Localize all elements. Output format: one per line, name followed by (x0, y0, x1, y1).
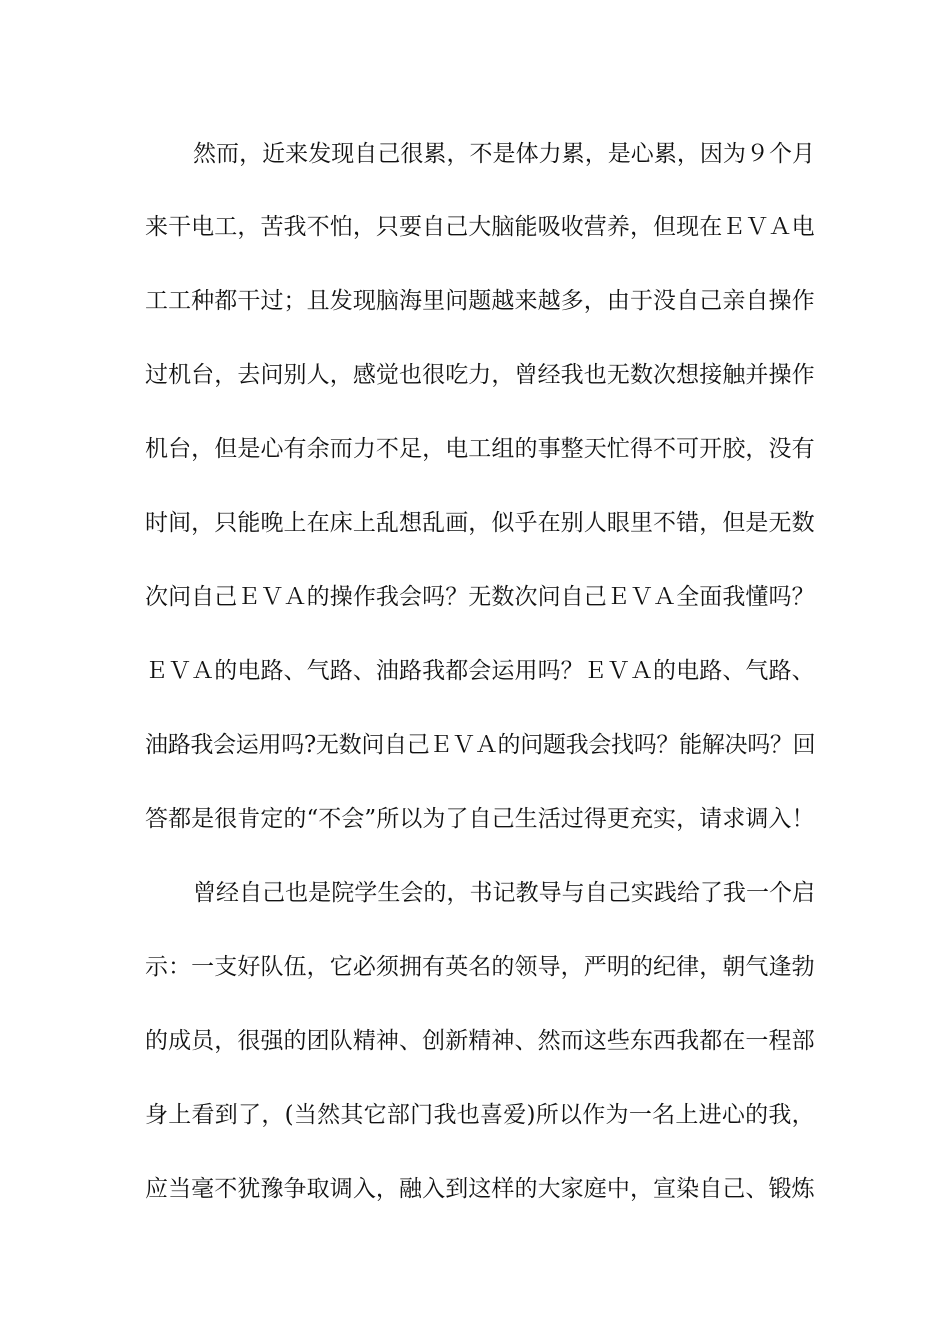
paragraph-2-line-5: 应当毫不犹豫争取调入，融入到这样的大家庭中，宣染自己、锻炼 (145, 1176, 815, 1202)
paragraph-2-line-4: 身上看到了，(当然其它部门我也喜爱)所以作为一名上进心的我， (145, 1102, 815, 1128)
paragraph-1-line-2: 来干电工，苦我不怕，只要自己大脑能吸收营养，但现在ＥＶＡ电 (145, 214, 815, 240)
paragraph-1-line-3: 工工种都干过；且发现脑海里问题越来越多，由于没自己亲自操作 (145, 288, 815, 314)
paragraph-1-line-8: ＥＶＡ的电路、气路、油路我都会运用吗？ＥＶＡ的电路、气路、 (145, 658, 815, 684)
paragraph-1-line-10: 答都是很肯定的“不会”所以为了自己生活过得更充实，请求调入！ (145, 806, 815, 832)
paragraph-2-line-2: 示：一支好队伍，它必须拥有英名的领导，严明的纪律，朝气逢勃 (145, 954, 815, 980)
paragraph-2-line-1: 曾经自己也是院学生会的，书记教导与自己实践给了我一个启 (193, 880, 816, 906)
paragraph-1-line-9: 油路我会运用吗?无数问自己ＥＶＡ的问题我会找吗？能解决吗？回 (145, 732, 816, 758)
paragraph-1-line-4: 过机台，去问别人，感觉也很吃力，曾经我也无数次想接触并操作 (145, 362, 815, 388)
paragraph-1-line-6: 时间，只能晚上在床上乱想乱画，似乎在别人眼里不错，但是无数 (145, 510, 815, 536)
paragraph-1-line-1: 然而，近来发现自己很累，不是体力累，是心累，因为９个月 (193, 141, 816, 167)
paragraph-1-line-7: 次问自己ＥＶＡ的操作我会吗？无数次问自己ＥＶＡ全面我懂吗？ (145, 584, 815, 610)
paragraph-1-line-5: 机台，但是心有余而力不足，电工组的事整天忙得不可开胶，没有 (145, 436, 815, 462)
paragraph-2-line-3: 的成员，很强的团队精神、创新精神、然而这些东西我都在一程部 (145, 1028, 815, 1054)
